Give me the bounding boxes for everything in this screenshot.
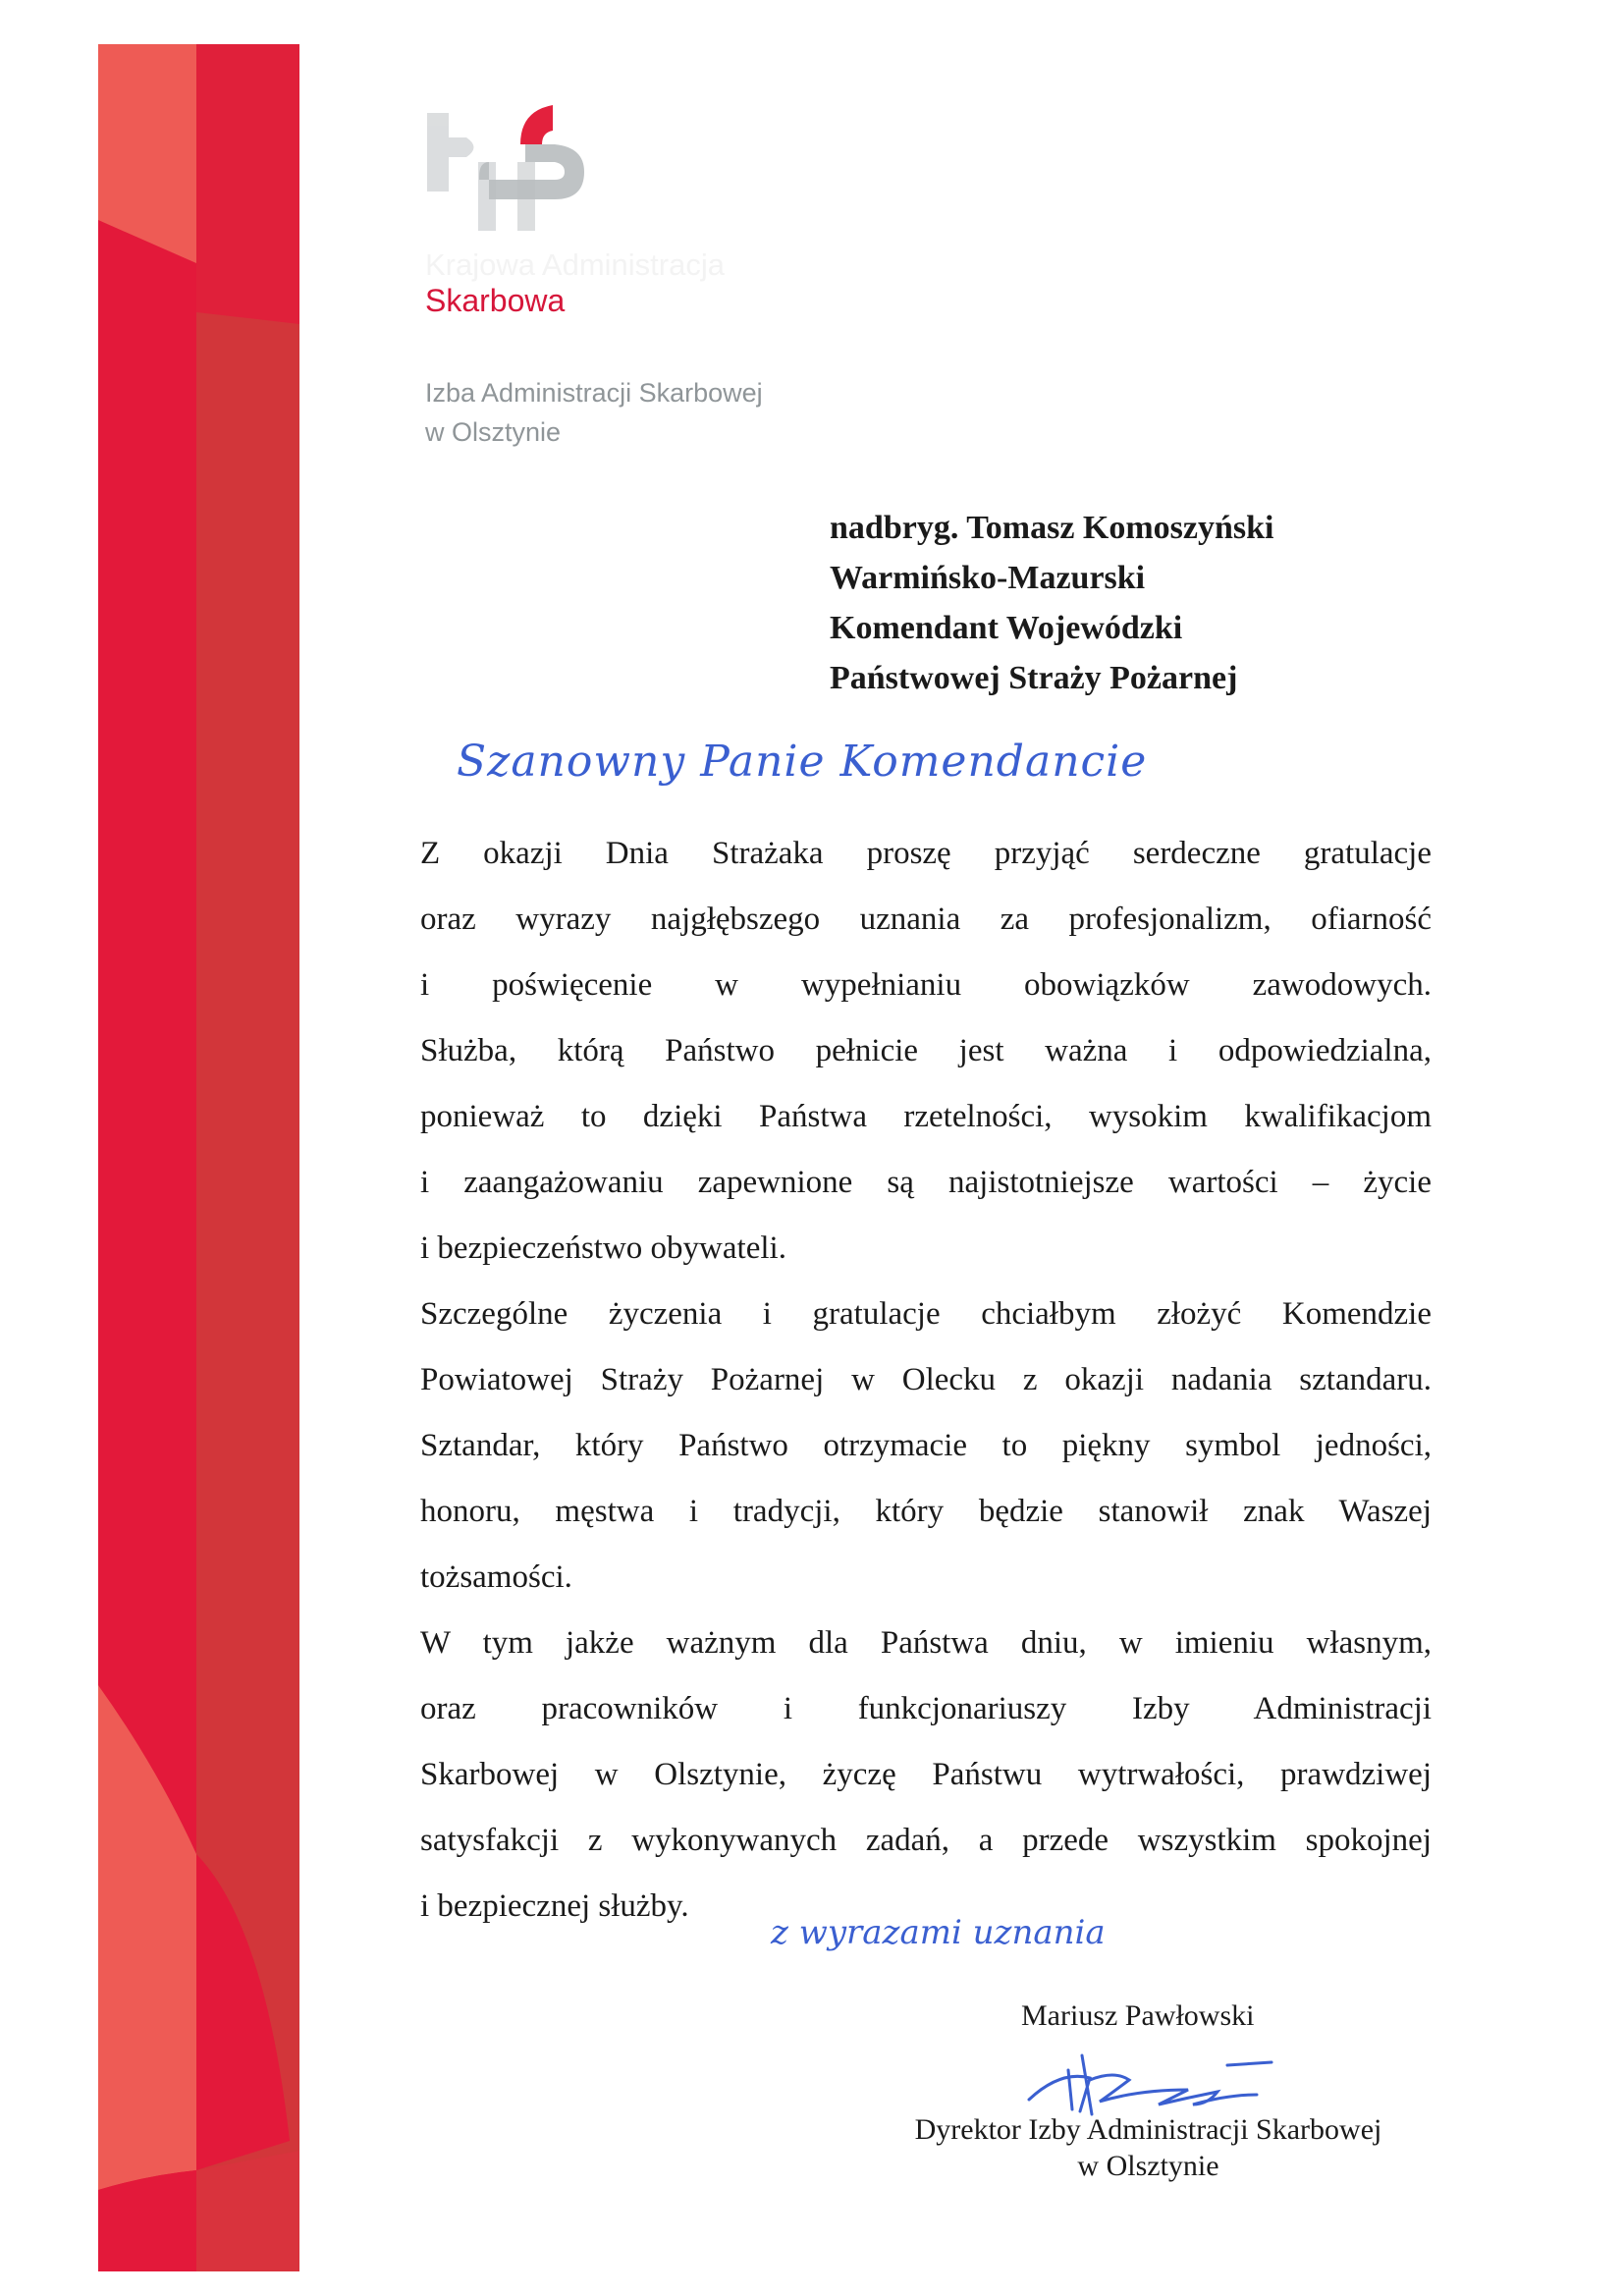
addressee-block	[830, 503, 1274, 703]
body-line: oraz pracowników i funkcjonariuszy Izby Administracji	[420, 1691, 1432, 1726]
body-line: oraz wyrazy najgłębszego uznania za profesjonalizm, ofiarność	[420, 902, 1432, 937]
body-line: tożsamości.	[420, 1559, 572, 1595]
handwritten-salutation: Szanowny Panie Komendancie	[457, 737, 1148, 787]
body-line: Służba, którą Państwo pełnicie jest ważna i odpowiedzialna,	[420, 1033, 1432, 1068]
office-name-line1: Izba Administracji Skarbowej	[425, 378, 763, 408]
addressee-line: Warmińsko-Mazurski	[830, 560, 1146, 596]
body-line: Powiatowej Straży Pożarnej w Olecku z okazji nadania sztandaru.	[420, 1362, 1432, 1397]
body-line: ponieważ to dzięki Państwa rzetelności, wysokim kwalifikacjom	[420, 1099, 1432, 1134]
letter-body	[420, 821, 1432, 1940]
body-line: Szczególne życzenia i gratulacje chciałbym złożyć Komendzie	[420, 1296, 1432, 1332]
body-line: i zaangażowaniu zapewnione są najistotniejsze wartości – życie	[420, 1165, 1432, 1200]
agency-name-line2: Skarbowa	[425, 283, 566, 318]
body-line: honoru, męstwa i tradycji, który będzie stanowił znak Waszej	[420, 1494, 1432, 1529]
decorative-red-stripe	[0, 0, 314, 2296]
addressee-line: Państwowej Straży Pożarnej	[830, 660, 1238, 696]
body-line: i bezpieczeństwo obywateli.	[420, 1230, 786, 1266]
addressee-line: nadbryg. Tomasz Komoszyński	[830, 510, 1274, 546]
body-line: Skarbowej w Olsztynie, życzę Państwu wytrwałości, prawdziwej	[420, 1757, 1432, 1792]
addressee-line: Komendant Wojewódzki	[830, 610, 1183, 646]
office-name-line2: w Olsztynie	[425, 417, 562, 447]
body-line: i bezpiecznej służby.	[420, 1888, 689, 1924]
kas-logo	[422, 93, 599, 231]
body-line: Z okazji Dnia Strażaka proszę przyjąć serdeczne gratulacje	[420, 836, 1432, 871]
handwritten-signature	[1021, 2050, 1394, 2119]
body-line: i poświęcenie w wypełnianiu obowiązków zawodowych.	[420, 967, 1432, 1003]
body-line: satysfakcji z wykonywanych zadań, a przede wszystkim spokojnej	[420, 1823, 1432, 1858]
signer-title-line: w Olsztynie	[1077, 2150, 1219, 2182]
signer-title	[895, 2111, 1401, 2184]
body-line: W tym jakże ważnym dla Państwa dniu, w imieniu własnym,	[420, 1625, 1432, 1661]
signer-name: Mariusz Pawłowski	[1021, 1999, 1255, 2032]
handwritten-closing: z wyrazami uznania	[771, 1913, 1106, 1952]
agency-name-line1: Krajowa Administracja	[425, 247, 725, 282]
body-line: Sztandar, który Państwo otrzymacie to piękny symbol jedności,	[420, 1428, 1432, 1463]
signer-title-line: Dyrektor Izby Administracji Skarbowej	[914, 2113, 1382, 2146]
